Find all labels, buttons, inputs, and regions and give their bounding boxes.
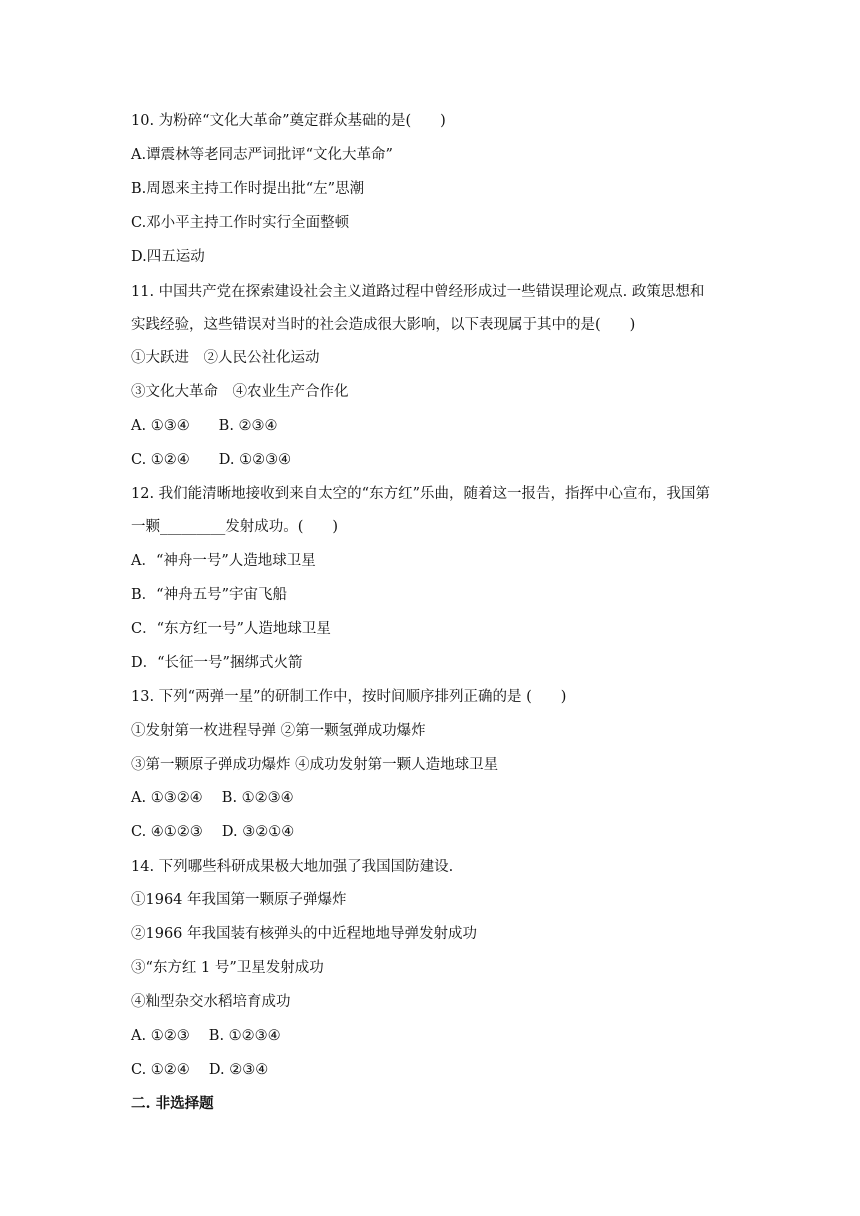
section-heading-non-choice: 二. 非选择题 — [131, 1095, 214, 1112]
question-12-option-b: B．“神舟五号”宇宙飞船 — [131, 587, 287, 603]
question-12-stem-line-1: 12. 我们能清晰地接收到来自太空的“东方红”乐曲，随着这一报告，指挥中心宣布，我国第 — [131, 486, 710, 502]
question-10-option-c: C.邓小平主持工作时实行全面整顿 — [131, 215, 350, 231]
question-12-option-a: A．“神舟一号”人造地球卫星 — [131, 553, 316, 569]
question-12-option-d: D．“长征一号”捆绑式火箭 — [131, 655, 303, 671]
question-10-option-d: D.四五运动 — [131, 249, 205, 265]
question-11-item-row-2: ③文化大革命 ④农业生产合作化 — [131, 384, 349, 400]
question-10-option-b: B.周恩来主持工作时提出批“左”思潮 — [131, 181, 365, 197]
question-12-stem-line-2: 一颗_________发射成功。( ) — [131, 519, 339, 535]
question-11-item-row-1: ①大跃进 ②人民公社化运动 — [131, 350, 320, 366]
question-14-options-row-2: C. ①②④ D. ②③④ — [131, 1062, 269, 1078]
question-14-item-2: ②1966 年我国装有核弹头的中近程地地导弹发射成功 — [131, 926, 478, 942]
question-13-options-row-1: A. ①③②④ B. ①②③④ — [131, 790, 294, 806]
question-13-options-row-2: C. ④①②③ D. ③②①④ — [131, 824, 295, 840]
question-10-stem: 10. 为粉碎“文化大革命”奠定群众基础的是( ) — [131, 113, 446, 129]
question-11-options-row-1: A. ①③④ B. ②③④ — [131, 418, 278, 434]
question-11-stem-line-1: 11. 中国共产党在探索建设社会主义道路过程中曾经形成过一些错误理论观点. 政策思想和 — [131, 284, 705, 300]
question-14-options-row-1: A. ①②③ B. ①②③④ — [131, 1028, 281, 1044]
question-12-option-c: C．“东方红一号”人造地球卫星 — [131, 621, 331, 637]
question-11-stem-line-2: 实践经验，这些错误对当时的社会造成很大影响，以下表现属于其中的是( ) — [131, 317, 636, 333]
question-11-options-row-2: C. ①②④ D. ①②③④ — [131, 452, 292, 468]
question-14-item-4: ④籼型杂交水稻培育成功 — [131, 994, 291, 1010]
question-10-option-a: A.谭震林等老同志严词批评“文化大革命” — [131, 147, 393, 163]
question-13-item-row-1: ①发射第一枚进程导弹 ②第一颗氢弹成功爆炸 — [131, 723, 426, 739]
question-13-stem: 13. 下列“两弹一星”的研制工作中，按时间顺序排列正确的是 ( ) — [131, 689, 567, 705]
question-14-stem: 14. 下列哪些科研成果极大地加强了我国国防建设. — [131, 859, 454, 875]
question-14-item-3: ③“东方红 1 号”卫星发射成功 — [131, 960, 324, 976]
question-14-item-1: ①1964 年我国第一颗原子弹爆炸 — [131, 892, 347, 908]
question-13-item-row-2: ③第一颗原子弹成功爆炸 ④成功发射第一颗人造地球卫星 — [131, 757, 499, 773]
